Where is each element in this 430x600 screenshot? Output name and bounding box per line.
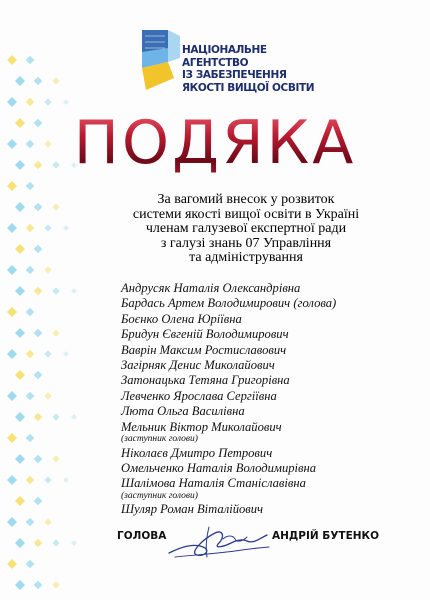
dedication-line: членам галузевої експертної ради xyxy=(145,221,347,237)
member-name: Мельник Віктор Миколайович xyxy=(121,419,282,434)
member-name: Омельченко Наталія Володимирівна xyxy=(121,461,317,476)
dedication-line: За вагомий внесок у розвиток xyxy=(157,192,335,207)
organization-line: НАЦІОНАЛЬНЕ xyxy=(182,44,267,56)
member-name: Затонацька Тетяна Григорівна xyxy=(121,373,290,388)
member-role-note: (заступник голови) xyxy=(121,490,198,501)
member-name: Люта Ольга Василівна xyxy=(121,404,245,419)
member-role-note: (заступник голови) xyxy=(121,434,198,445)
member-name: Боєнко Олена Юріївна xyxy=(121,311,242,326)
organization-line: ЯКОСТІ ВИЩОЇ ОСВІТИ xyxy=(182,81,315,94)
members-list xyxy=(121,281,421,518)
member-name: Загірняк Денис Миколайович xyxy=(121,358,275,373)
organization-line: АГЕНТСТВО xyxy=(182,56,249,69)
member-name: Бридун Євгеній Володимирович xyxy=(121,327,289,342)
signatory-name: АНДРІЙ БУТЕНКО xyxy=(272,530,380,542)
dedication-line: системи якості вищої освіти в Україні xyxy=(132,206,360,222)
dedication-text xyxy=(96,193,396,266)
organization-name xyxy=(182,44,382,94)
member-name: Ніколаєв Дмитро Петрович xyxy=(121,445,273,460)
member-name: Шуляр Роман Віталійович xyxy=(121,502,264,517)
organization-line: ІЗ ЗАБЕЗПЕЧЕННЯ xyxy=(182,69,287,81)
member-name: Андрусяк Наталія Олександрівна xyxy=(121,281,301,295)
member-name: Шалімова Наталія Станіславівна xyxy=(121,476,306,491)
decorative-diamond-pattern xyxy=(0,0,110,600)
dedication-line: та адміністрування xyxy=(189,250,303,266)
signatory-role: ГОЛОВА xyxy=(117,530,167,542)
agency-logo xyxy=(140,28,186,98)
handwritten-signature xyxy=(163,517,273,563)
certificate-title: ПОДЯКА xyxy=(0,108,430,178)
member-name: Левченко Ярослава Сергіївна xyxy=(121,388,277,403)
member-name: Бардась Артем Володимирович (голова) xyxy=(121,296,337,311)
dedication-line: з галузі знань 07 Управління xyxy=(160,235,332,251)
member-name: Ваврін Максим Ростиславович xyxy=(121,342,287,357)
